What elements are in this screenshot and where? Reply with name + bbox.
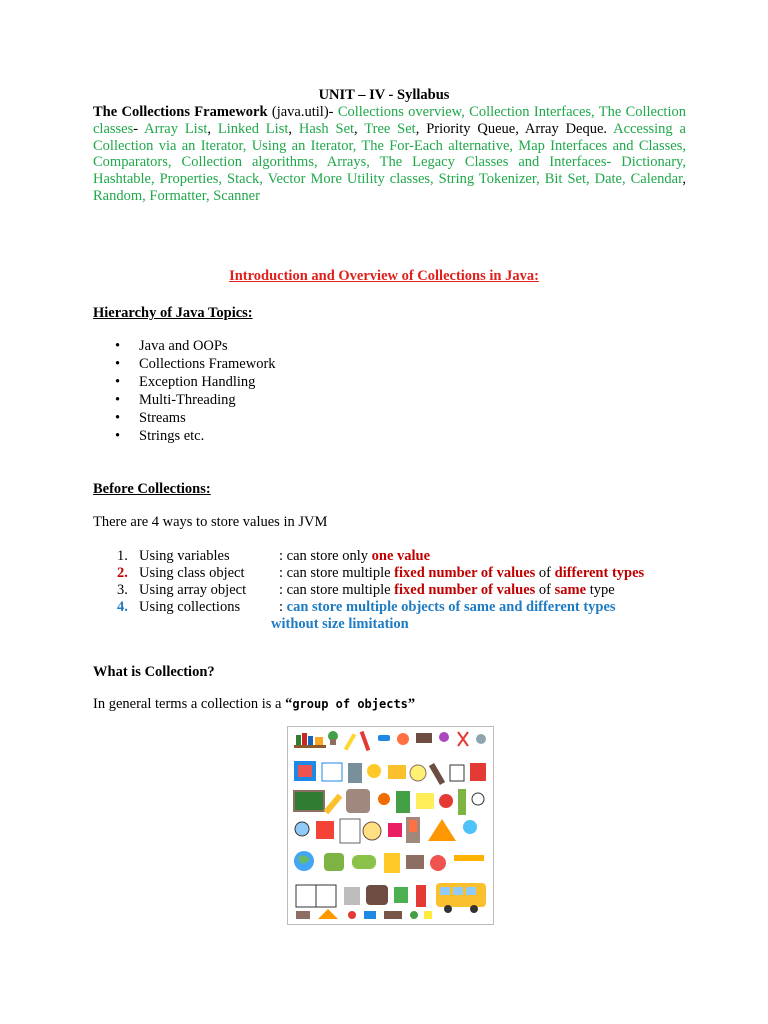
topics-list xyxy=(113,337,276,445)
way-number: 2. xyxy=(117,565,128,581)
syllabus-arraylist: Array List xyxy=(144,120,208,137)
way-highlight: one value xyxy=(371,548,431,564)
bullet-icon: • xyxy=(115,410,121,426)
way-name: Using variables xyxy=(139,548,230,564)
way-highlight: same xyxy=(554,582,587,598)
way-number: 3. xyxy=(117,582,128,598)
way-number: 1. xyxy=(117,548,128,564)
way-text: type xyxy=(586,582,615,598)
way-text: : can store multiple xyxy=(279,565,395,581)
topic-label: Strings etc. xyxy=(139,428,205,444)
list-item xyxy=(113,391,276,409)
bullet-icon: • xyxy=(115,338,121,354)
syllabus-hashset: Hash Set xyxy=(298,120,355,137)
syllabus-package: (java.util)- xyxy=(267,104,338,120)
syllabus-topics-3: Random, Formatter, Scanner xyxy=(93,187,260,204)
way-text: : can store only xyxy=(279,548,372,564)
syllabus-topics-2: Accessing a Collection via an Iterator, Using an Iterator, The For-Each alternative, Map Interfaces and Classes, Comparators, Collection algorithms, Arrays, The Legacy Classes and Interfaces- Dictionary, Hashtable, Properties, Stack, Vector More Utility classes, String Tokenizer, Bit Set, Date, Calendar xyxy=(93,120,686,188)
definition-text: In general terms a collection is a xyxy=(93,696,286,712)
list-item xyxy=(113,409,276,427)
syllabus-paragraph xyxy=(93,104,686,205)
way-highlight: fixed number of values xyxy=(394,582,536,598)
syllabus-sep: , xyxy=(207,120,218,137)
bullet-icon: • xyxy=(115,428,121,444)
syllabus-topics-1: Collections overview, Collection Interfaces, The Collection classes xyxy=(93,104,686,137)
way-description xyxy=(279,548,430,565)
topic-label: Collections Framework xyxy=(139,356,276,372)
syllabus-lead: The Collections Framework xyxy=(93,104,268,120)
list-item xyxy=(113,337,276,355)
topic-label: Exception Handling xyxy=(139,374,256,390)
way-description xyxy=(279,565,644,582)
way-highlight: different types xyxy=(554,565,645,581)
way-text: : xyxy=(279,599,287,615)
syllabus-sep: , xyxy=(288,120,299,137)
objects-collage xyxy=(288,727,493,924)
bullet-icon: • xyxy=(115,356,121,372)
way-number: 4. xyxy=(117,599,128,615)
way-text: of xyxy=(535,565,555,581)
list-item xyxy=(113,355,276,373)
group-of-objects-illustration xyxy=(287,726,494,925)
page-title: UNIT – IV - Syllabus xyxy=(318,87,450,103)
topic-label: Multi-Threading xyxy=(139,392,236,408)
way-name: Using class object xyxy=(139,565,245,581)
syllabus-treeset: Tree Set xyxy=(364,120,416,137)
list-item xyxy=(113,373,276,391)
definition-emphasis: group of objects xyxy=(292,697,408,711)
topic-label: Java and OOPs xyxy=(139,338,228,354)
collection-definition xyxy=(93,696,415,713)
way-text: of xyxy=(535,582,555,598)
before-collections-heading: Before Collections: xyxy=(93,481,211,497)
way-highlight: fixed number of values xyxy=(394,565,536,581)
way-continuation: without size limitation xyxy=(271,616,409,632)
definition-quote: “ xyxy=(285,696,293,712)
intro-section-title: Introduction and Overview of Collections in Java: xyxy=(229,268,539,284)
way-name: Using array object xyxy=(139,582,247,598)
hierarchy-heading: Hierarchy of Java Topics: xyxy=(93,305,253,321)
way-description xyxy=(279,582,615,599)
syllabus-linkedlist: Linked List xyxy=(217,120,289,137)
way-name: Using collections xyxy=(139,599,241,615)
way-description xyxy=(279,599,616,616)
bullet-icon: • xyxy=(115,392,121,408)
bullet-icon: • xyxy=(115,374,121,390)
list-item xyxy=(113,427,276,445)
ways-intro: There are 4 ways to store values in JVM xyxy=(93,514,328,530)
way-text: : can store multiple xyxy=(279,582,395,598)
definition-quote: ” xyxy=(407,696,416,712)
syllabus-sep: , xyxy=(682,171,686,188)
syllabus-dash: - xyxy=(133,120,145,137)
way-highlight: can store multiple objects of same and different types xyxy=(286,599,616,615)
syllabus-sep: , xyxy=(354,120,365,137)
topic-label: Streams xyxy=(139,410,186,426)
syllabus-queue-deque: , Priority Queue, Array Deque. xyxy=(415,120,614,137)
what-is-collection-heading: What is Collection? xyxy=(93,664,215,680)
